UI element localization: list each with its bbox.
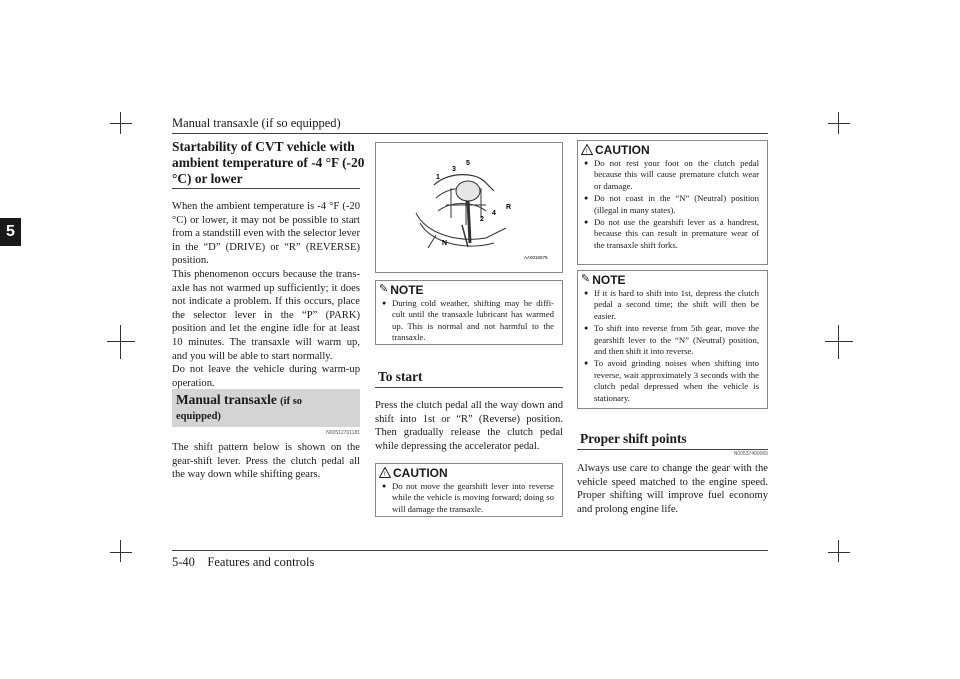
crop-mark — [110, 123, 132, 124]
section-code: N00537400065 — [733, 451, 768, 457]
figure-label: 4 — [492, 210, 496, 217]
heading-underline — [375, 387, 563, 388]
caution-header — [578, 141, 767, 158]
shift-pattern-figure — [375, 142, 563, 273]
column-1-shift-text — [172, 441, 360, 482]
figure-label: 5 — [466, 160, 470, 167]
note-box — [375, 280, 563, 345]
crop-mark — [838, 540, 839, 562]
warning-triangle-icon — [379, 467, 391, 478]
note-list — [376, 298, 562, 349]
figure-label: 1 — [436, 174, 440, 181]
paragraph: Always use care to change the gear with the vehicle speed matched to the engine speed. Proper shifting will improve fuel economy and prolong engine life. — [577, 463, 768, 515]
crop-mark — [828, 552, 850, 553]
caution-header — [376, 464, 562, 481]
section-band-manual-transaxle — [172, 389, 360, 427]
section-heading-proper-shift-points: Proper shift points — [580, 431, 687, 446]
note-header — [376, 281, 562, 298]
registration-mark — [838, 325, 839, 359]
note-header — [578, 271, 767, 288]
note-label: NOTE — [592, 272, 626, 287]
footer-rule — [172, 550, 768, 551]
list-item: ● Do not rest your foot on the clutch pedal because this will cause premature clutch wear or damage. — [594, 158, 759, 192]
svg-text:!: ! — [384, 472, 386, 478]
note-box — [577, 270, 768, 409]
to-start-text — [375, 399, 563, 453]
caution-box — [375, 463, 563, 517]
band-title: Manual transaxle — [176, 392, 277, 407]
list-item: ● To shift into reverse from 5th gear, move the gearshift lever to the “N” (Neutral) position, and then shift it into reverse. — [594, 323, 759, 357]
section-code: N00512701181 — [326, 430, 360, 436]
heading-underline — [172, 188, 360, 189]
column-1-text — [172, 200, 360, 390]
note-list — [578, 288, 767, 409]
figure-label: N — [442, 240, 448, 247]
caution-label: CAUTION — [393, 465, 448, 480]
note-label: NOTE — [390, 282, 424, 297]
note-icon: ✎ — [581, 273, 591, 285]
warning-triangle-icon — [581, 144, 593, 155]
section-heading-startability: Startability of CVT vehicle with ambient temperature of -4 °F (-20 °C) or lower — [172, 139, 365, 186]
gearshift-illustration — [376, 143, 562, 272]
proper-shift-text — [577, 462, 768, 516]
paragraph: The shift pattern below is shown on the gear-shift lever. Press the clutch pedal all the way down while shifting gears. — [172, 442, 360, 481]
caution-box — [577, 140, 768, 265]
paragraph: Do not leave the vehicle during warm-up operation. — [172, 364, 360, 389]
registration-mark — [120, 325, 121, 359]
list-item: ● If it is hard to shift into 1st, depress the clutch pedal a second time; the shift will then be easier. — [594, 288, 759, 322]
list-item: ● Do not move the gearshift lever into reverse while the vehicle is moving forward; doing so will damage the transaxle. — [392, 481, 554, 515]
heading-underline — [577, 449, 768, 450]
crop-mark — [110, 552, 132, 553]
registration-mark — [107, 341, 135, 342]
list-item: ● Do not use the gearshift lever as a handrest, because this can result in premature wear of the transaxle shift forks. — [594, 217, 759, 251]
figure-code: AA0015575 — [524, 255, 548, 260]
caution-list — [578, 158, 767, 256]
note-icon: ✎ — [379, 283, 389, 295]
crop-mark — [828, 123, 850, 124]
paragraph: Press the clutch pedal all the way down and shift into 1st or “R” (Reverse) position. Then gradually release the clutch pedal while depressing the accelerator pedal. — [375, 400, 563, 452]
band-title-line-2: equipped) — [176, 411, 221, 422]
svg-text:!: ! — [586, 149, 588, 155]
figure-label: 2 — [480, 216, 484, 223]
header-rule — [172, 133, 768, 134]
page-header-title: Manual transaxle (if so equipped) — [172, 116, 341, 130]
figure-label: R — [506, 204, 512, 211]
paragraph: When the ambient temperature is -4 °F (-20 °C) or lower, it may not be possible to start from a standstill even with the selector lever in the “D” (DRIVE) or “R” (REVERSE) position. — [172, 201, 360, 267]
figure-label: 3 — [452, 166, 456, 173]
band-suffix: (if so — [280, 396, 303, 407]
list-item: ● To avoid grinding noises when shifting into reverse, wait approximately 3 seconds with the clutch pedal depressed when the vehicle is stationary. — [594, 358, 759, 404]
page-footer: 5-40 Features and controls — [172, 555, 315, 569]
caution-label: CAUTION — [595, 142, 650, 157]
chapter-tab: 5 — [0, 218, 21, 246]
list-item: ● During cold weather, shifting may be diffi-cult until the transaxle lubricant has warmed up. This is normal and not harmful to the transaxle. — [392, 298, 554, 344]
registration-mark — [825, 341, 853, 342]
list-item: ● Do not coast in the “N” (Neutral) position (illegal in many states). — [594, 193, 759, 216]
paragraph: This phenomenon occurs because the trans-axle has not warmed up sufficiently; it does not indicate a problem. If this occurs, place the selector lever in the “P” (PARK) position and let the engine idle for at least 10 minutes. The transaxle will warm up, and you will be able to start normally. — [172, 268, 360, 362]
section-heading-to-start: To start — [378, 369, 423, 384]
crop-mark — [120, 540, 121, 562]
caution-list — [376, 481, 562, 520]
